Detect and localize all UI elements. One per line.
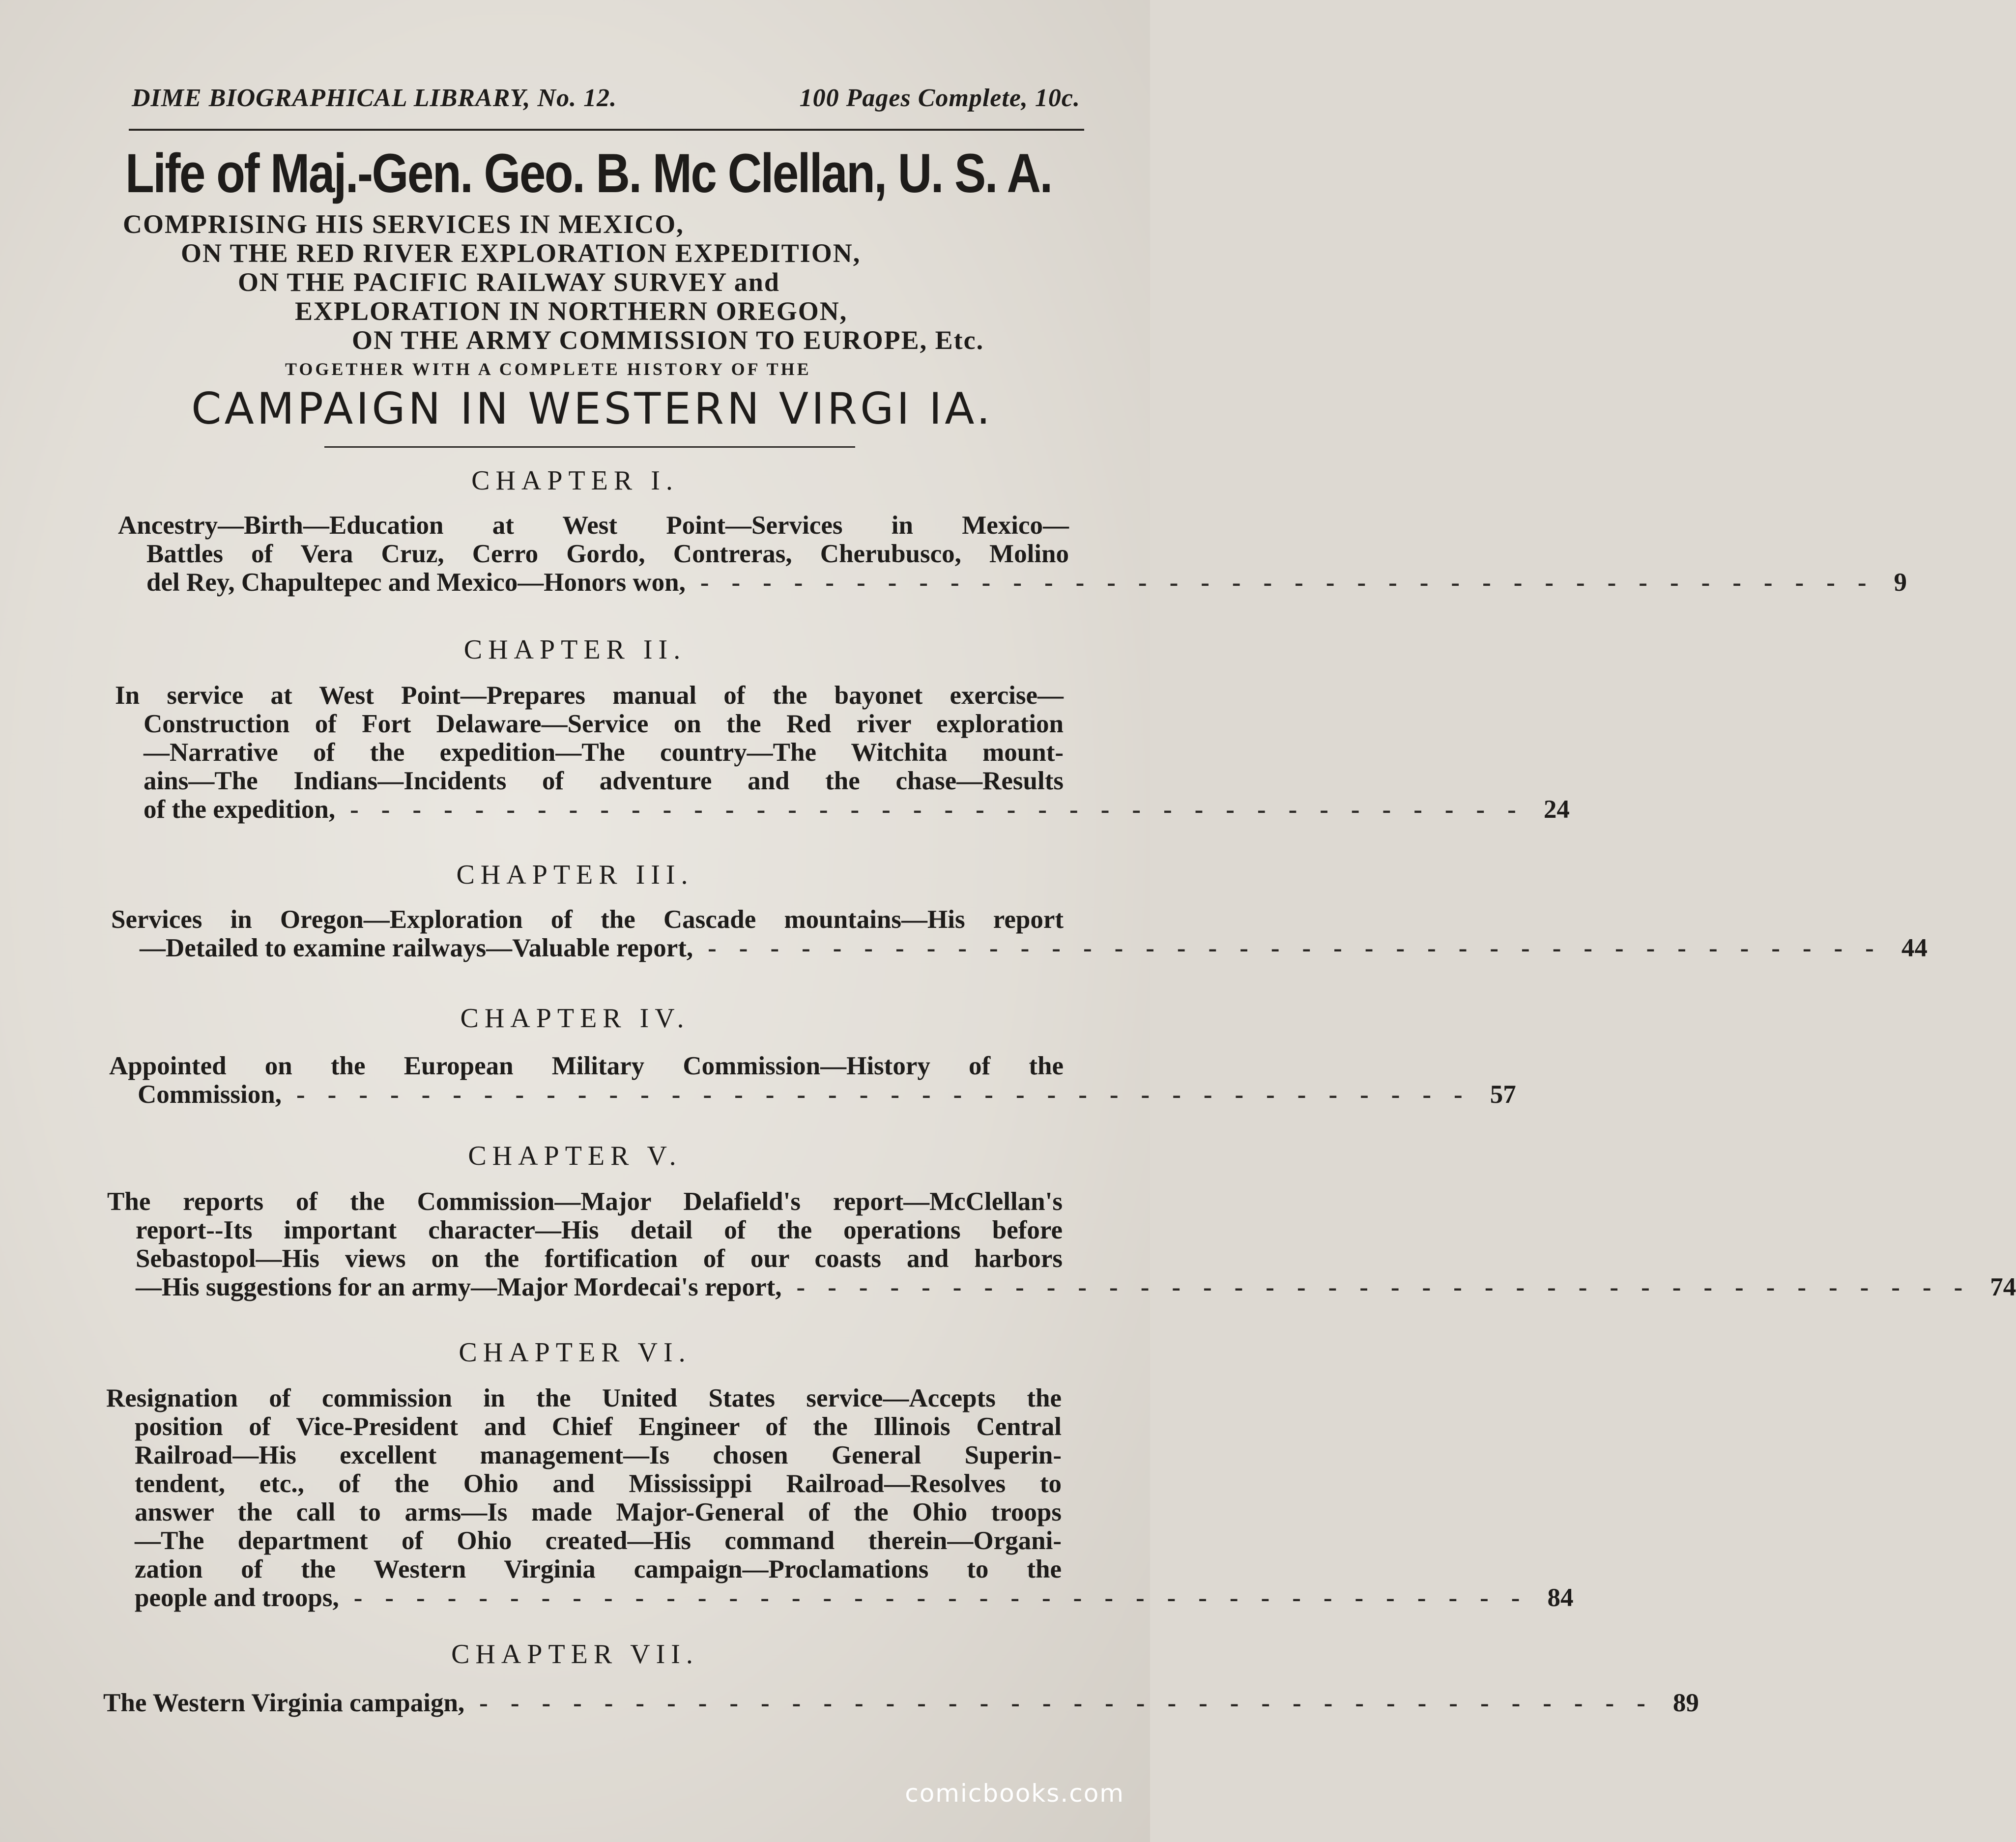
chapter-7-last-line [103, 1689, 1699, 1717]
chapter-6-last-line [106, 1583, 1574, 1612]
chapter-1-page: 9 [1894, 568, 1907, 597]
campaign-title: CAMPAIGN IN WESTERN VIRGI IA. [191, 383, 993, 434]
chapter-4-last-line [109, 1080, 1516, 1109]
running-header [132, 84, 1080, 113]
chapter-3-last-text: —Detailed to examine railways—Valuable report, [140, 934, 693, 962]
chapter-1-summary [118, 511, 1907, 597]
chapter-2-line: In service at West Point—Prepares manual of the bayonet exercise— [115, 681, 1064, 710]
chapter-6-summary [106, 1384, 1574, 1612]
header-rule [129, 129, 1084, 131]
chapter-5-line: The reports of the Commission—Major Delafield's report—McClellan's [107, 1187, 1063, 1216]
chapter-3-line: Services in Oregon—Exploration of the Cascade mountains—His report [111, 905, 1064, 934]
chapter-2-line: Construction of Fort Delaware—Service on the Red river exploration [144, 710, 1064, 738]
chapter-7-summary [103, 1689, 1699, 1717]
dot-leader: -------------------------------------- [708, 934, 1897, 962]
chapter-1-last-text: del Rey, Chapultepec and Mexico—Honors won, [146, 568, 686, 597]
series-title: DIME BIOGRAPHICAL LIBRARY, No. 12. [132, 84, 617, 112]
chapter-6-line: Resignation of commission in the United States service—Accepts the [106, 1384, 1062, 1412]
chapter-1-last-line [118, 568, 1907, 597]
dot-leader: -------------------------------------- [479, 1689, 1668, 1717]
section-rule [324, 446, 855, 448]
chapter-5-line: Sebastopol—His views on the fortification of our coasts and harbors [136, 1244, 1063, 1273]
chapter-1-heading: CHAPTER I. [471, 465, 679, 496]
chapter-5-page: 74 [1990, 1273, 2016, 1301]
chapter-6-line: zation of the Western Virginia campaign—Proclamations to the [135, 1555, 1062, 1583]
chapter-3-page: 44 [1901, 934, 1928, 962]
dot-leader: -------------------------------------- [700, 568, 1889, 597]
chapter-4-page: 57 [1490, 1080, 1516, 1109]
chapter-2-last-line [115, 795, 1570, 824]
dot-leader: -------------------------------------- [296, 1080, 1485, 1109]
chapter-5-line: report--Its important character—His detail of the operations before [136, 1216, 1063, 1244]
chapter-2-line: —Narrative of the expedition—The country—The Witchita mount- [144, 738, 1064, 767]
chapter-2-page: 24 [1543, 795, 1570, 824]
chapter-6-line: —The department of Ohio created—His command therein—Organi- [135, 1526, 1062, 1555]
dot-leader: -------------------------------------- [353, 1583, 1543, 1612]
chapter-5-heading: CHAPTER V. [468, 1141, 682, 1171]
chapter-6-line: Railroad—His excellent management—Is chosen General Superin- [135, 1441, 1062, 1469]
chapter-4-line: Appointed on the European Military Commission—History of the [109, 1052, 1064, 1080]
chapter-4-summary [109, 1052, 1516, 1109]
chapter-3-last-line [111, 934, 1928, 962]
service-line-4: EXPLORATION IN NORTHERN OREGON, [295, 296, 848, 326]
chapter-6-page: 84 [1547, 1583, 1574, 1612]
chapter-7-page: 89 [1672, 1689, 1699, 1717]
chapter-2-last-text: of the expedition, [144, 795, 336, 824]
chapter-4-heading: CHAPTER IV. [460, 1003, 690, 1034]
chapter-4-last-text: Commission, [138, 1080, 282, 1109]
service-line-3: ON THE PACIFIC RAILWAY SURVEY and [238, 267, 780, 297]
chapter-5-summary [107, 1187, 2016, 1301]
chapter-5-last-text: —His suggestions for an army—Major Mordecai's report, [136, 1273, 782, 1301]
chapter-6-last-text: people and troops, [135, 1583, 339, 1612]
chapter-3-summary [111, 905, 1928, 962]
chapter-6-line: position of Vice-President and Chief Engineer of the Illinois Central [135, 1412, 1062, 1441]
page-count-price: 100 Pages Complete, 10c. [799, 84, 1080, 112]
chapter-6-heading: CHAPTER VI. [459, 1337, 691, 1368]
service-line-2: ON THE RED RIVER EXPLORATION EXPEDITION, [181, 238, 861, 268]
service-line-1: COMPRISING HIS SERVICES IN MEXICO, [123, 209, 684, 239]
chapter-7-heading: CHAPTER VII. [451, 1639, 699, 1669]
service-line-5: ON THE ARMY COMMISSION TO EUROPE, Etc. [352, 325, 984, 355]
book-title: Life of Maj.-Gen. Geo. B. Mc Clellan, U. S. A. [125, 143, 1052, 204]
chapter-5-last-line [107, 1273, 2016, 1301]
chapter-7-last-text: The Western Virginia campaign, [103, 1689, 465, 1717]
dot-leader: -------------------------------------- [796, 1273, 1986, 1301]
chapter-1-line: Ancestry—Birth—Education at West Point—Services in Mexico— [118, 511, 1069, 540]
together-line: TOGETHER WITH A COMPLETE HISTORY OF THE [285, 359, 811, 379]
chapter-2-summary [115, 681, 1570, 824]
chapter-1-line: Battles of Vera Cruz, Cerro Gordo, Contreras, Cherubusco, Molino [146, 540, 1069, 568]
dot-leader: -------------------------------------- [350, 795, 1539, 824]
chapter-6-line: tendent, etc., of the Ohio and Mississippi Railroad—Resolves to [135, 1469, 1062, 1498]
chapter-3-heading: CHAPTER III. [456, 860, 694, 890]
site-watermark: comicbooks.com [905, 1779, 1124, 1808]
chapter-2-heading: CHAPTER II. [463, 634, 687, 665]
chapter-2-line: ains—The Indians—Incidents of adventure and the chase—Results [144, 767, 1064, 795]
chapter-6-line: answer the call to arms—Is made Major-General of the Ohio troops [135, 1498, 1062, 1526]
